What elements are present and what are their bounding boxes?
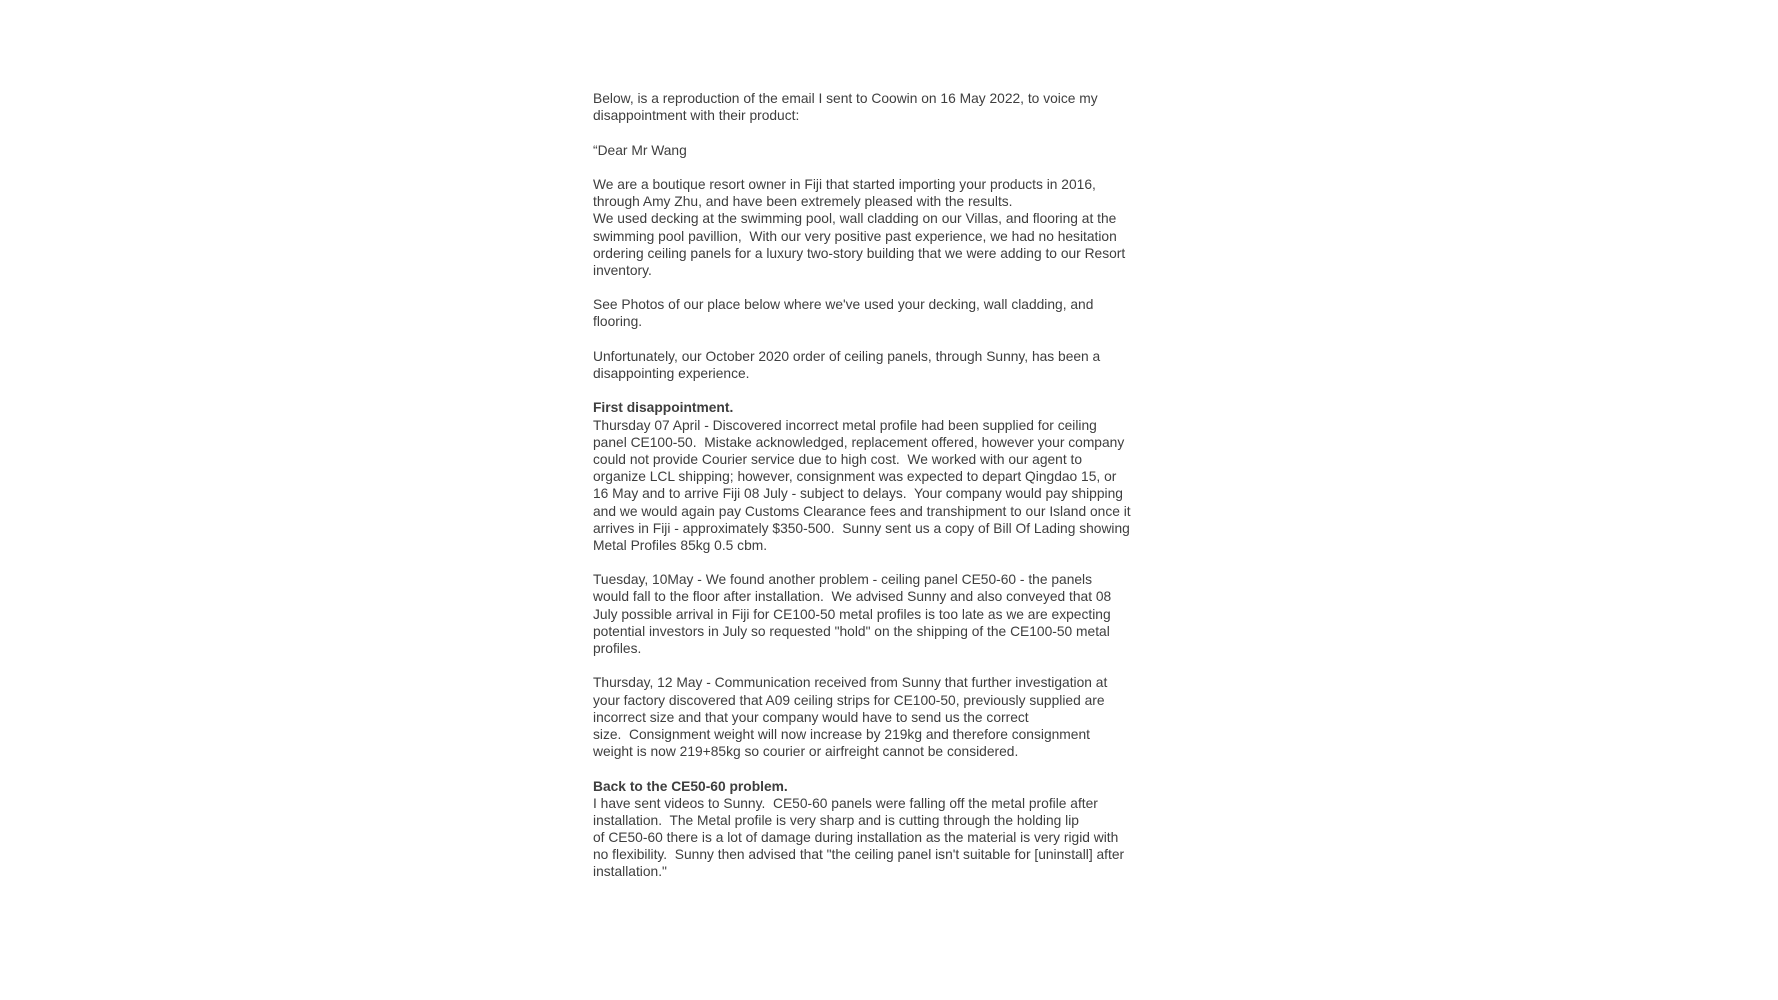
text-line: disappointment with their product: xyxy=(593,108,800,124)
text-line: through Amy Zhu, and have been extremely pleased with the results. xyxy=(593,194,1013,210)
text-line: and we would again pay Customs Clearance fees and transhipment to our Island once it xyxy=(593,503,1131,519)
text-line: swimming pool pavillion, With our very positive past experience, we had no hesitation xyxy=(593,228,1117,244)
text-line: “Dear Mr Wang xyxy=(593,142,687,158)
text-line: inventory. xyxy=(593,262,652,278)
text-line: panel CE100-50. Mistake acknowledged, replacement offered, however your company xyxy=(593,434,1125,450)
text-line: 16 May and to arrive Fiji 08 July - subject to delays. Your company would pay shipping xyxy=(593,486,1123,502)
text-line: First disappointment. xyxy=(593,400,734,416)
text-line: Metal Profiles 85kg 0.5 cbm. xyxy=(593,537,768,553)
text-line: See Photos of our place below where we've used your decking, wall cladding, and xyxy=(593,297,1094,313)
text-line: flooring. xyxy=(593,314,643,330)
text-line: Back to the CE50-60 problem. xyxy=(593,778,788,794)
text-line: installation." xyxy=(593,864,667,880)
text-line: installation. The Metal profile is very sharp and is cutting through the holding lip xyxy=(593,812,1079,828)
document-page xyxy=(593,90,1213,881)
section-heading xyxy=(593,399,1213,416)
paragraph xyxy=(593,795,1213,881)
section-heading xyxy=(593,778,1213,795)
paragraph xyxy=(593,176,1213,279)
paragraph xyxy=(593,571,1213,657)
text-line: We used decking at the swimming pool, wall cladding on our Villas, and flooring at the xyxy=(593,211,1117,227)
text-line: ordering ceiling panels for a luxury two-story building that we were adding to our Resort xyxy=(593,245,1126,261)
paragraph xyxy=(593,296,1213,330)
text-line: Tuesday, 10May - We found another problem - ceiling panel CE50-60 - the panels xyxy=(593,572,1093,588)
text-line: organize LCL shipping; however, consignment was expected to depart Qingdao 15, or xyxy=(593,469,1117,485)
text-line: your factory discovered that A09 ceiling strips for CE100-50, previously supplied are xyxy=(593,692,1105,708)
text-line: Thursday, 12 May - Communication received from Sunny that further investigation at xyxy=(593,675,1108,691)
paragraph xyxy=(593,417,1213,555)
text-line: arrives in Fiji - approximately $350-500. Sunny sent us a copy of Bill Of Lading showing xyxy=(593,520,1130,536)
paragraph xyxy=(593,674,1213,760)
text-line: weight is now 219+85kg so courier or airfreight cannot be considered. xyxy=(593,744,1019,760)
text-line: Thursday 07 April - Discovered incorrect metal profile had been supplied for ceiling xyxy=(593,417,1097,433)
text-line: I have sent videos to Sunny. CE50-60 panels were falling off the metal profile after xyxy=(593,795,1098,811)
text-line: of CE50-60 there is a lot of damage during installation as the material is very rigid with xyxy=(593,830,1119,846)
text-line: Below, is a reproduction of the email I sent to Coowin on 16 May 2022, to voice my xyxy=(593,91,1098,106)
text-line: size. Consignment weight will now increase by 219kg and therefore consignment xyxy=(593,726,1090,742)
paragraph xyxy=(593,90,1213,124)
text-line: would fall to the floor after installation. We advised Sunny and also conveyed that 08 xyxy=(593,589,1112,605)
text-line: Unfortunately, our October 2020 order of ceiling panels, through Sunny, has been a xyxy=(593,348,1101,364)
paragraph xyxy=(593,348,1213,382)
text-line: We are a boutique resort owner in Fiji that started importing your products in 2016, xyxy=(593,176,1096,192)
paragraph xyxy=(593,142,1213,159)
text-line: July possible arrival in Fiji for CE100-50 metal profiles is too late as we are expecting xyxy=(593,606,1111,622)
text-line: no flexibility. Sunny then advised that "the ceiling panel isn't suitable for [uninstall] after xyxy=(593,847,1125,863)
text-line: could not provide Courier service due to high cost. We worked with our agent to xyxy=(593,451,1083,467)
text-line: profiles. xyxy=(593,641,642,656)
text-line: potential investors in July so requested "hold" on the shipping of the CE100-50 metal xyxy=(593,623,1110,639)
text-line: incorrect size and that your company would have to send us the correct xyxy=(593,709,1029,725)
text-line: disappointing experience. xyxy=(593,366,750,381)
